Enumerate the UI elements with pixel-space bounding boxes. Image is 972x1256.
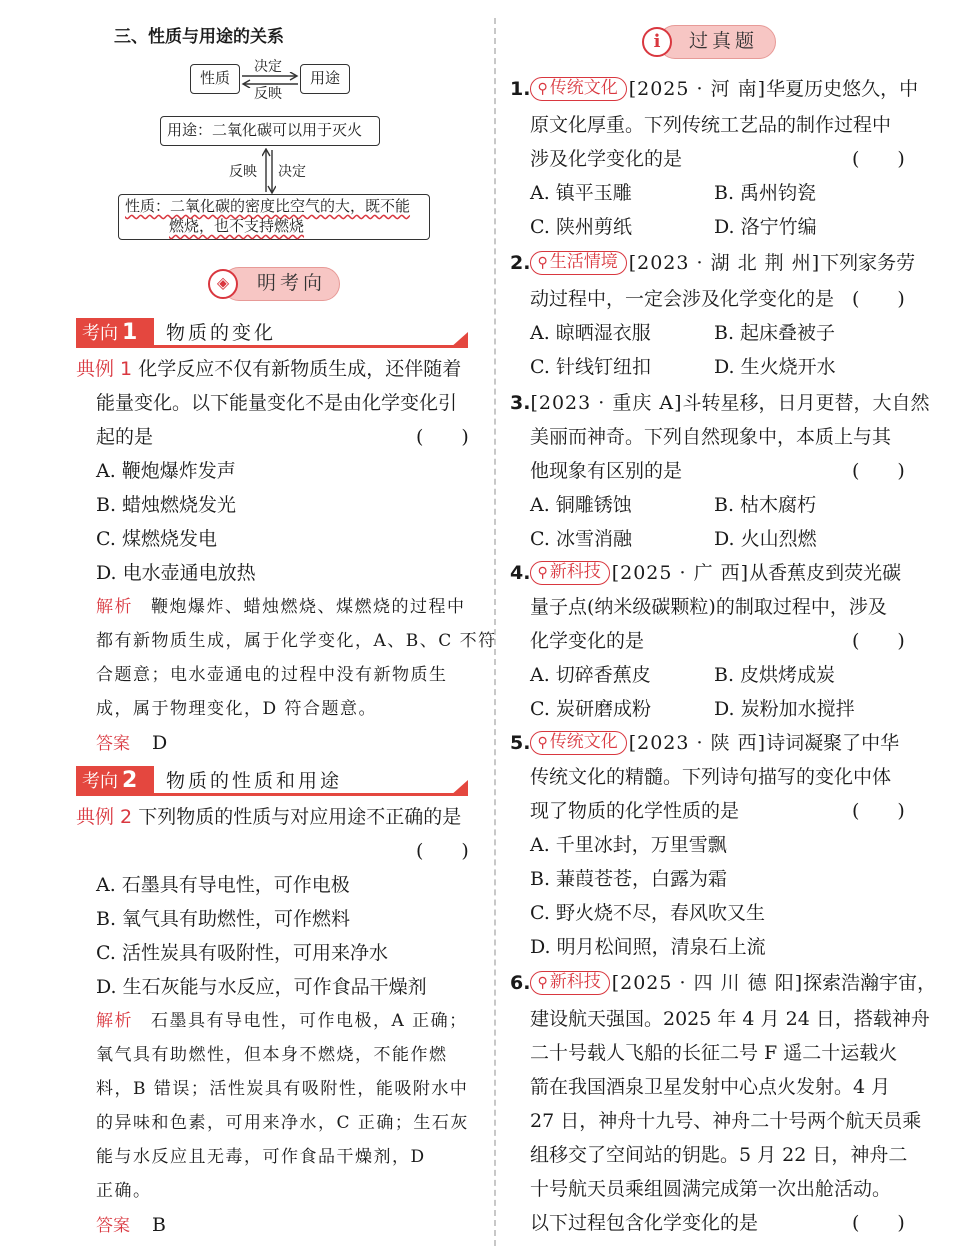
example-1-option-b: B. 蜡烛燃烧发光 xyxy=(96,494,237,516)
example-2-analysis-line-4: 的异味和色素，可用来净水，C 正确；生石灰 xyxy=(96,1113,469,1133)
question-5-option-a: A. 千里冰封，万里雪飘 xyxy=(530,834,727,856)
right-column xyxy=(500,0,972,1256)
example-2-analysis-line-6: 正确。 xyxy=(96,1181,152,1201)
question-4-stem-line-3: 化学变化的是 xyxy=(530,630,645,652)
example-2-analysis-line-1: 解析 石墨具有导电性，可作电极，A 正确； xyxy=(96,1011,468,1031)
question-6-line-6: 组移交了空间站的钥匙。5 月 22 日，神舟二 xyxy=(530,1144,908,1166)
example-2-answer: 答案 B xyxy=(96,1214,166,1236)
question-6-line-8: 以下过程包含化学变化的是 xyxy=(530,1212,759,1234)
question-3-answer-paren: ( ) xyxy=(852,460,905,482)
question-1-option-d: D. 洛宁竹编 xyxy=(714,216,817,238)
question-3-option-d: D. 火山烈燃 xyxy=(714,528,817,550)
question-1-option-c: C. 陕州剪纸 xyxy=(530,216,632,238)
example-2-stem-line-1: 典例 2 下列物质的性质与对应用途不正确的是 xyxy=(76,806,462,828)
question-5-answer-paren: ( ) xyxy=(852,800,905,822)
question-5-stem-line-1: 5. ⚲ 传统文化 [2023 · 陕 西]诗词凝聚了中华 xyxy=(510,732,900,754)
example-2-option-a: A. 石墨具有导电性，可作电极 xyxy=(96,874,350,896)
example-2-analysis-line-2: 氧气具有助燃性，但本身不燃烧，不能作燃 xyxy=(96,1045,448,1065)
question-3-stem-line-2: 美丽而神奇。下列自然现象中，本质上与其 xyxy=(530,426,892,448)
question-5-stem-line-2: 传统文化的精髓。下列诗句描写的变化中体 xyxy=(530,766,892,788)
question-4-option-a: A. 切碎香蕉皮 xyxy=(530,664,651,686)
question-4-option-d: D. 炭粉加水搅拌 xyxy=(714,698,855,720)
question-5-option-b: B. 蒹葭苍苍，白露为霜 xyxy=(530,868,728,890)
kaoxiang-flag xyxy=(450,780,468,796)
question-5-stem-line-3: 现了物质的化学性质的是 xyxy=(530,800,740,822)
decides-label: 决定 xyxy=(254,59,282,75)
property-line-2: 燃烧，也不支持燃烧 xyxy=(169,217,305,235)
question-1-option-a: A. 镇平玉雕 xyxy=(530,182,632,204)
example-2-option-b: B. 氧气具有助燃性，可作燃料 xyxy=(96,908,351,930)
question-2-option-c: C. 针线钉纽扣 xyxy=(530,356,651,378)
question-4-answer-paren: ( ) xyxy=(852,630,905,652)
tag-new-tech: ⚲ 新科技 xyxy=(530,971,609,995)
question-2-stem-line-1: 2. ⚲ 生活情境 [2023 · 湖 北 荆 州]下列家务劳 xyxy=(510,252,916,274)
question-6-line-2: 建设航天强国。2025 年 4 月 24 日，搭载神舟 xyxy=(530,1008,930,1030)
use-box: 用途 xyxy=(300,64,350,94)
question-1-stem-line-2: 原文化厚重。下列传统工艺品的制作过程中 xyxy=(530,114,892,136)
example-1-analysis-line-3: 合题意；电水壶通电的过程中没有新物质生 xyxy=(96,665,448,685)
question-5-option-c: C. 野火烧不尽，春风吹又生 xyxy=(530,902,765,924)
question-5-option-d: D. 明月松间照，清泉石上流 xyxy=(530,936,766,958)
example-1-answer-paren: ( ) xyxy=(416,426,469,448)
question-1-answer-paren: ( ) xyxy=(852,148,905,170)
question-3-stem-line-1: 3.[2023 · 重庆 A]斗转星移，日月更替，大自然 xyxy=(510,392,930,414)
kaoxiang-tag: 考向 1 xyxy=(76,318,154,348)
question-2-option-a: A. 晾晒湿衣服 xyxy=(530,322,651,344)
banner-label: 过真题 xyxy=(658,25,776,59)
pin-icon: ⚲ xyxy=(537,565,548,581)
question-1-stem-line-1: 1. ⚲ 传统文化 [2025 · 河 南]华夏历史悠久，中 xyxy=(510,78,919,100)
question-3-option-a: A. 铜雕锈蚀 xyxy=(530,494,632,516)
example-2-option-c: C. 活性炭具有吸附性，可用来净水 xyxy=(96,942,388,964)
reflects-label: 反映 xyxy=(254,86,282,102)
question-6-line-3: 二十号载人飞船的长征二号 F 遥二十运载火 xyxy=(530,1042,898,1064)
tag-new-tech: ⚲ 新科技 xyxy=(530,561,609,585)
example-1-option-c: C. 煤燃烧发电 xyxy=(96,528,217,550)
section-title: 三、性质与用途的关系 xyxy=(114,27,284,47)
example-1-analysis-line-2: 都有新物质生成，属于化学变化，A、B、C 不符 xyxy=(96,631,497,651)
property-line-1: 性质：二氧化碳的密度比空气的大，既不能 xyxy=(125,197,411,215)
example-2-analysis-line-5: 能与水反应且无毒，可作食品干燥剂，D xyxy=(96,1147,426,1167)
example-1-option-a: A. 鞭炮爆炸发声 xyxy=(96,460,236,482)
example-1-answer: 答案 D xyxy=(96,732,168,754)
property-example-box xyxy=(118,194,430,240)
question-4-stem-line-1: 4. ⚲ 新科技 [2025 · 广 西]从香蕉皮到荧光碳 xyxy=(510,562,902,584)
question-6-answer-paren: ( ) xyxy=(852,1212,905,1234)
question-6-stem-line-1: 6. ⚲ 新科技 [2025 · 四 川 德 阳]探索浩瀚宇宙， xyxy=(510,972,937,994)
question-2-option-d: D. 生火烧开水 xyxy=(714,356,836,378)
question-4-option-c: C. 炭研磨成粉 xyxy=(530,698,651,720)
pin-icon: ⚲ xyxy=(537,735,548,751)
question-6-line-5: 27 日，神舟十九号、神舟二十号两个航天员乘 xyxy=(530,1110,922,1132)
question-3-option-c: C. 冰雪消融 xyxy=(530,528,632,550)
pin-icon: ⚲ xyxy=(537,975,548,991)
pin-icon: ⚲ xyxy=(537,81,548,97)
banner-label: 明考向 xyxy=(222,267,340,301)
example-2-analysis-line-3: 料，B 错误；活性炭具有吸附性，能吸附水中 xyxy=(96,1079,469,1099)
reflects-label-2: 反映 xyxy=(229,164,257,180)
tag-traditional-culture: ⚲ 传统文化 xyxy=(530,77,626,101)
question-2-option-b: B. 起床叠被子 xyxy=(714,322,836,344)
kaoxiang-2-header xyxy=(76,766,468,796)
info-icon: i xyxy=(642,27,672,57)
kaoxiang-1-header xyxy=(76,318,468,348)
example-2-answer-paren: ( ) xyxy=(416,840,469,862)
tag-traditional-culture: ⚲ 传统文化 xyxy=(530,731,626,755)
kaoxiang-title: 物质的变化 xyxy=(166,322,277,344)
use-example-box: 用途：二氧化碳可以用于灭火 xyxy=(160,116,380,146)
question-1-stem-line-3: 涉及化学变化的是 xyxy=(530,148,683,170)
question-6-line-7: 十号航天员乘组圆满完成第一次出舱活动。 xyxy=(530,1178,892,1200)
question-2-answer-paren: ( ) xyxy=(852,288,905,310)
kaoxiang-flag xyxy=(450,332,468,348)
question-4-stem-line-2: 量子点(纳米级碳颗粒)的制取过程中，涉及 xyxy=(530,596,887,618)
example-1-option-d: D. 电水壶通电放热 xyxy=(96,562,256,584)
compass-icon: ◈ xyxy=(208,269,238,299)
question-3-stem-line-3: 他现象有区别的是 xyxy=(530,460,683,482)
example-1-analysis-line-1: 解析 鞭炮爆炸、蜡烛燃烧、煤燃烧的过程中 xyxy=(96,597,466,617)
example-1-stem-line-3: 起的是 xyxy=(96,426,154,448)
example-1-stem-line-1: 典例 1 化学反应不仅有新物质生成，还伴随着 xyxy=(76,358,462,380)
question-4-option-b: B. 皮烘烤成炭 xyxy=(714,664,836,686)
tag-life-context: ⚲ 生活情境 xyxy=(530,251,626,275)
example-1-stem-line-2: 能量变化。以下能量变化不是由化学变化引 xyxy=(96,392,458,414)
example-2-option-d: D. 生石灰能与水反应，可作食品干燥剂 xyxy=(96,976,427,998)
kaoxiang-title: 物质的性质和用途 xyxy=(166,770,343,792)
pin-icon: ⚲ xyxy=(537,255,548,271)
vertical-double-arrow-icon xyxy=(262,148,276,194)
question-6-line-4: 箭在我国酒泉卫星发射中心点火发射。4 月 xyxy=(530,1076,891,1098)
property-box: 性质 xyxy=(190,64,240,94)
decides-label-2: 决定 xyxy=(278,164,306,180)
kaoxiang-tag: 考向 2 xyxy=(76,766,154,796)
question-1-option-b: B. 禹州钧瓷 xyxy=(714,182,817,204)
question-2-stem-line-2: 动过程中，一定会涉及化学变化的是 xyxy=(530,288,835,310)
example-1-analysis-line-4: 成，属于物理变化，D 符合题意。 xyxy=(96,699,378,719)
question-3-option-b: B. 枯木腐朽 xyxy=(714,494,817,516)
